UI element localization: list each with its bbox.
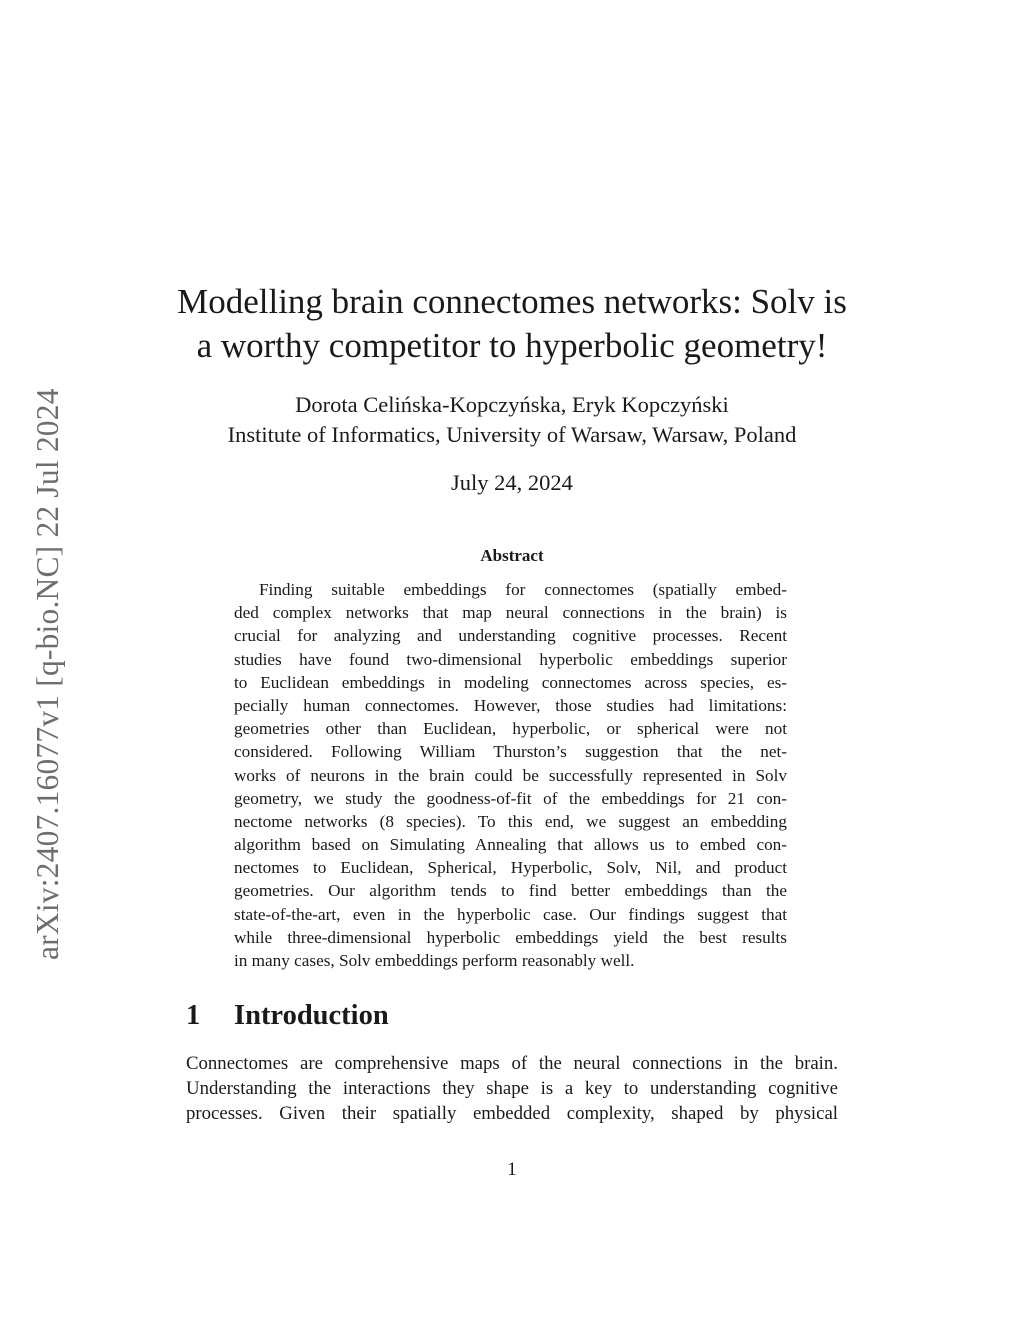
body-line: Understanding the interactions they shape is a key to understanding cognitive <box>186 1077 838 1099</box>
abstract-line: Finding suitable embeddings for connectomes (spatially embed- <box>259 580 787 599</box>
body-line: processes. Given their spatially embedded complexity, shaped by physical <box>186 1102 838 1124</box>
abstract-line: works of neurons in the brain could be successfully represented in Solv <box>234 765 787 785</box>
abstract-line: in many cases, Solv embeddings perform reasonably well. <box>234 951 635 970</box>
abstract-line: to Euclidean embeddings in modeling connectomes across species, es- <box>234 672 787 692</box>
abstract-line: while three-dimensional hyperbolic embeddings yield the best results <box>234 927 787 947</box>
abstract-line: nectome networks (8 species). To this end, we suggest an embedding <box>234 811 787 831</box>
abstract-line: state-of-the-art, even in the hyperbolic case. Our findings suggest that <box>234 904 787 924</box>
page-number: 1 <box>507 1159 517 1180</box>
section-title: Introduction <box>234 1000 389 1031</box>
abstract-line: ded complex networks that map neural connections in the brain) is <box>234 603 787 623</box>
author-names: Dorota Celińska-Kopczyńska, Eryk Kopczyński <box>295 392 729 417</box>
abstract-body <box>234 578 787 972</box>
abstract-line: geometry, we study the goodness-of-fit of the embeddings for 21 con- <box>234 788 787 808</box>
title-line: Modelling brain connectomes networks: Solv is <box>177 282 847 321</box>
author-affiliation: Institute of Informatics, University of Warsaw, Warsaw, Poland <box>227 422 797 447</box>
abstract-line: studies have found two-dimensional hyperbolic embeddings superior <box>234 649 787 669</box>
paper-title <box>150 280 874 368</box>
section-heading <box>186 998 389 1034</box>
abstract-line: geometries. Our algorithm tends to find better embeddings than the <box>234 881 787 901</box>
author-block <box>150 390 874 450</box>
abstract-line: algorithm based on Simulating Annealing that allows us to embed con- <box>234 835 787 855</box>
section-number: 1 <box>186 1000 201 1031</box>
abstract-line: considered. Following William Thurston’s suggestion that the net- <box>234 742 787 762</box>
abstract-line: geometries other than Euclidean, hyperbolic, or spherical were not <box>234 719 787 739</box>
arxiv-identifier-stamp: arXiv:2407.16077v1 [q-bio.NC] 22 Jul 2024 <box>30 388 65 960</box>
abstract-line: pecially human connectomes. However, those studies had limitations: <box>234 695 787 715</box>
abstract-line: nectomes to Euclidean, Spherical, Hyperbolic, Solv, Nil, and product <box>234 858 787 878</box>
body-line: Connectomes are comprehensive maps of the neural connections in the brain. <box>186 1053 838 1074</box>
publication-date: July 24, 2024 <box>451 470 573 495</box>
abstract-line: crucial for analyzing and understanding cognitive processes. Recent <box>234 626 787 646</box>
title-line: a worthy competitor to hyperbolic geometry! <box>196 326 828 365</box>
abstract-heading: Abstract <box>480 546 544 565</box>
introduction-body <box>186 1052 838 1126</box>
